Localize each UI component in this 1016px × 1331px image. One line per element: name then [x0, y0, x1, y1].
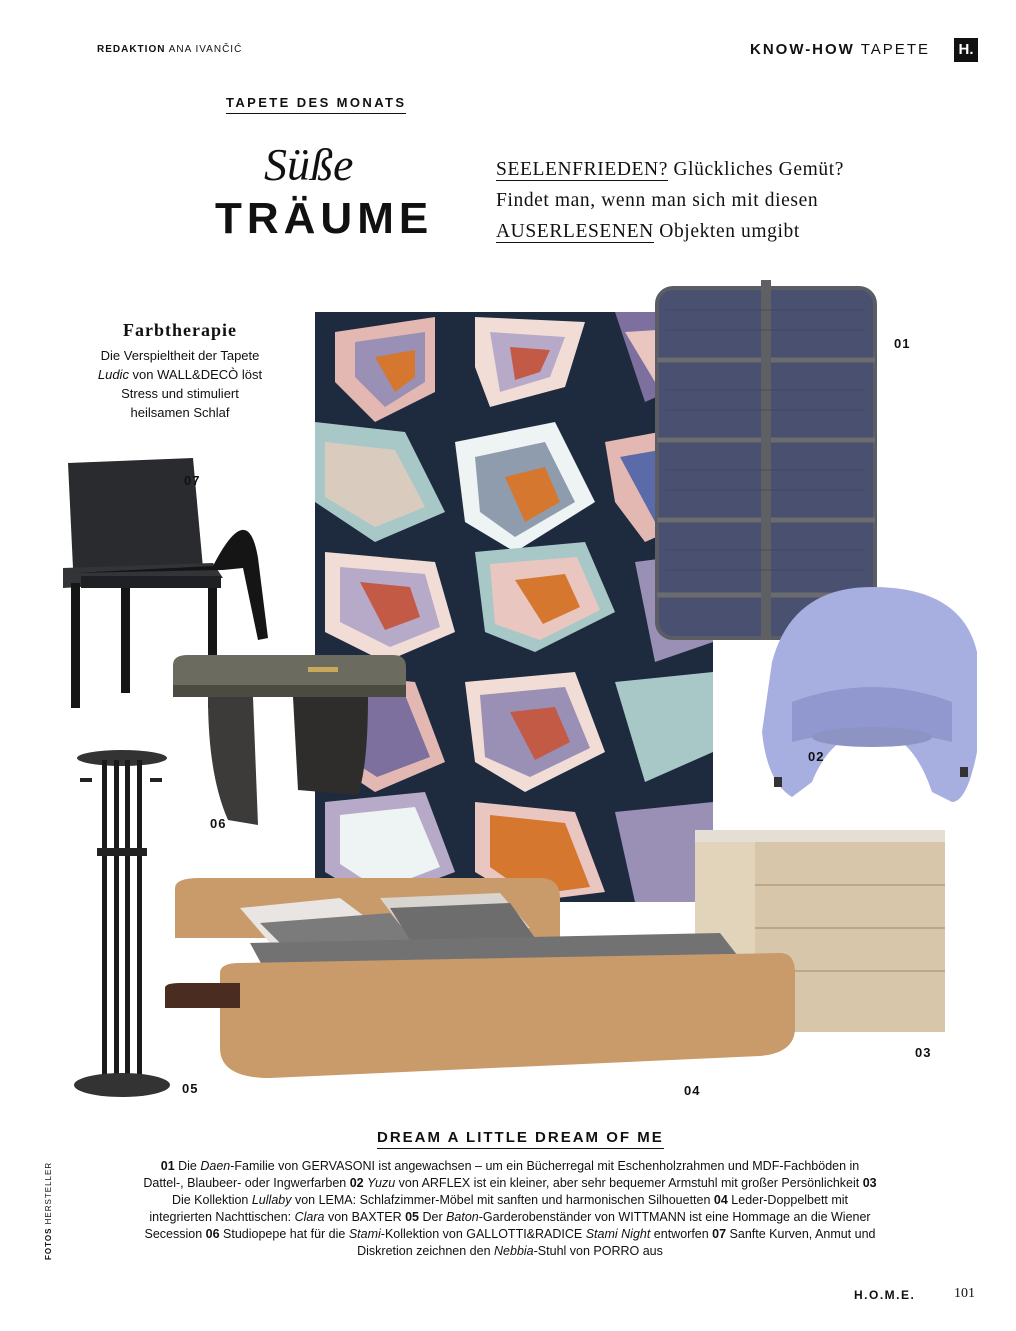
farbtherapie-text	[80, 346, 280, 422]
caption-product: Lullaby	[251, 1193, 292, 1207]
number-01: 01	[894, 336, 911, 351]
number-03: 03	[915, 1045, 932, 1060]
farb-line-2: von WALL&DECÒ löst	[128, 367, 263, 382]
caption-product: Nebbia	[494, 1244, 534, 1258]
caption-num: 01	[160, 1159, 175, 1173]
farbtherapie-title: Farbtherapie	[123, 320, 237, 340]
intro-part-2: Findet man, wenn man sich mit diesen	[496, 190, 819, 211]
caption-text: von LEMA: Schlafzimmer-Möbel mit sanften und harmonischen Silhouetten	[291, 1193, 711, 1207]
caption-text: entworfen	[650, 1227, 713, 1241]
caption-text: -Kollektion von GALLOTTI&RADICE	[380, 1227, 586, 1241]
caption-product: Daen	[200, 1159, 231, 1173]
caption-product: Clara	[294, 1210, 325, 1224]
section-title	[750, 41, 930, 58]
caption-text: -Garderobenständer von WITTMANN ist eine Hommage an die Wiener Secession	[144, 1210, 871, 1241]
caption-num: 06	[205, 1227, 220, 1241]
caption-product: Stami	[348, 1227, 381, 1241]
caption-num: 03	[862, 1176, 877, 1190]
caption-text: Sanfte Kurven, Anmut und Diskretion zeichnen den	[357, 1227, 876, 1258]
caption-product: Stami Night	[585, 1227, 651, 1241]
caption-text: Leder-Doppelbett mit integrierten Nachttischen:	[149, 1193, 849, 1224]
caption-num: 04	[713, 1193, 728, 1207]
caption-text: Die Kollektion	[171, 1193, 252, 1207]
captions-title: DREAM A LITTLE DREAM OF ME	[377, 1129, 664, 1149]
section-title-bold: KNOW-HOW	[750, 41, 855, 58]
farb-product-name: Ludic	[97, 367, 129, 382]
captions-text	[140, 1158, 880, 1260]
number-07: 07	[184, 473, 201, 488]
caption-product: Yuzu	[367, 1176, 396, 1190]
photo-credit-label: FOTOS	[44, 1227, 53, 1260]
intro-text	[496, 154, 876, 247]
kicker: TAPETE DES MONATS	[226, 95, 406, 114]
intro-part-3: Objekten umgibt	[653, 221, 800, 242]
farb-line-1: Die Verspieltheit der Tapete	[100, 348, 260, 363]
caption-num: 07	[712, 1227, 727, 1241]
farb-line-3: Stress und stimuliert	[121, 386, 239, 401]
headline-caps: TRÄUME	[215, 194, 434, 243]
caption-text: -Stuhl von PORRO aus	[533, 1244, 663, 1258]
coatstand-image	[72, 748, 172, 1098]
headline-script: Süße	[264, 139, 354, 190]
farb-line-4: heilsamen Schlaf	[130, 405, 230, 420]
author-label: REDAKTION	[97, 44, 166, 55]
bed-image	[160, 878, 800, 1083]
armchair-image	[752, 582, 982, 812]
caption-text: von ARFLEX ist ein kleiner, aber sehr bequemer Armstuhl mit großer Persönlichkeit	[395, 1176, 863, 1190]
magazine-name: H.O.M.E.	[854, 1288, 916, 1302]
caption-text: Studiopepe hat für die	[219, 1227, 349, 1241]
intro-highlight-2: AUSERLESENEN	[496, 221, 654, 242]
photo-credit-source: HERSTELLER	[44, 1161, 53, 1228]
number-04: 04	[684, 1083, 701, 1098]
author-name: ANA IVANČIĆ	[168, 44, 243, 55]
sidetable-image	[168, 655, 408, 830]
caption-product: Baton	[446, 1210, 479, 1224]
intro-highlight-1: SEELENFRIEDEN?	[496, 159, 668, 180]
caption-text: -Familie von GERVASONI ist angewachsen – um ein Bücherregal mit Eschenholzrahmen und MDF-Fachböden in Dattel-, Blaubeer- oder Ingwerfarben	[143, 1159, 860, 1190]
caption-num: 05	[405, 1210, 419, 1224]
caption-num: 02	[349, 1176, 364, 1190]
caption-text: Der	[419, 1210, 447, 1224]
section-title-light: TAPETE	[860, 41, 930, 58]
caption-text: von BAXTER	[324, 1210, 406, 1224]
author-credit	[97, 44, 242, 55]
caption-text: Die	[174, 1159, 201, 1173]
number-05: 05	[182, 1081, 199, 1096]
number-02: 02	[808, 749, 825, 764]
number-06: 06	[210, 816, 227, 831]
photo-credit	[44, 1160, 53, 1260]
magazine-badge: H.	[954, 38, 978, 62]
intro-part-1: Glückliches Gemüt?	[667, 159, 844, 180]
page-number: 101	[954, 1286, 975, 1301]
